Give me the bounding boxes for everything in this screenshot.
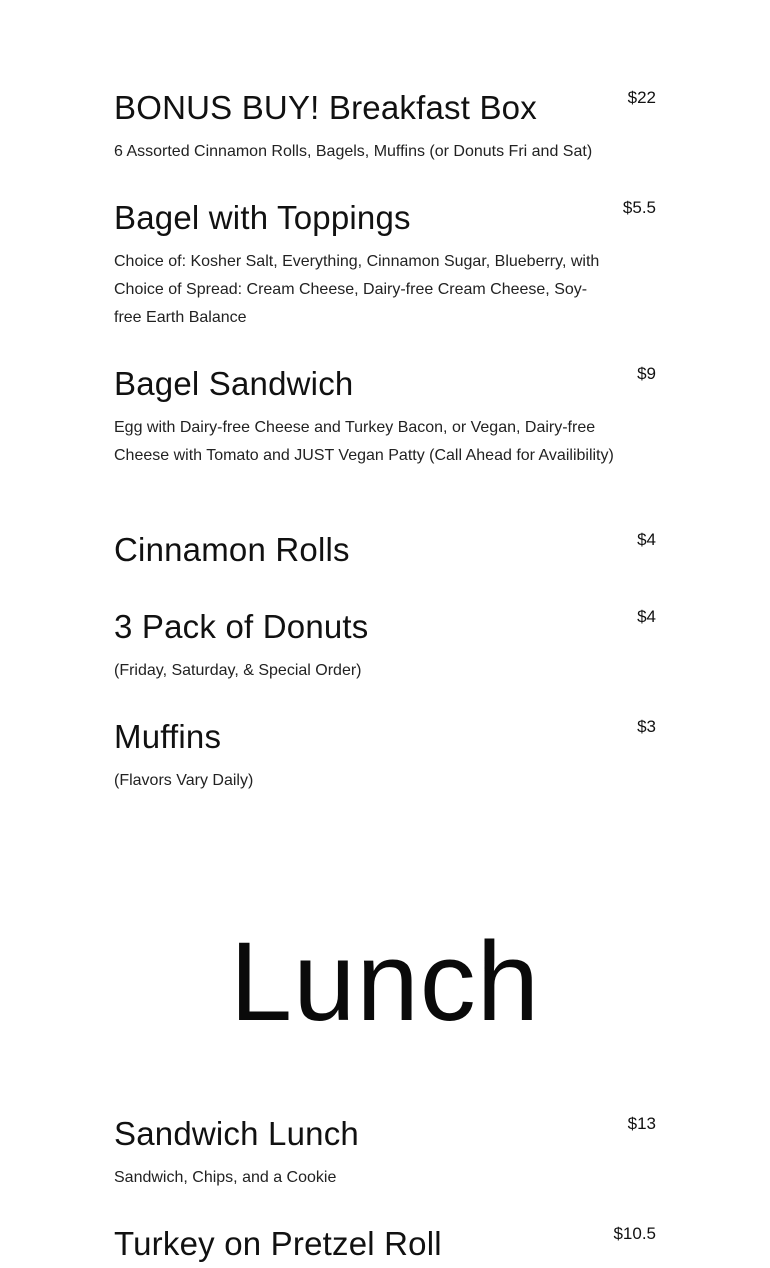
- item-description: Choice of: Kosher Salt, Everything, Cinnamon Sugar, Blueberry, with Choice of Spread: Cream Cheese, Dairy-free Cream Cheese, Soy-free Earth Balance: [114, 253, 600, 326]
- item-name: 3 Pack of Donuts: [114, 608, 369, 645]
- item-description: Sandwich, Chips, and a Cookie: [114, 1169, 337, 1186]
- item-price: $4: [637, 607, 656, 626]
- item-price: $13: [627, 1114, 656, 1133]
- item-name: Cinnamon Rolls: [114, 531, 350, 568]
- item-price: $3: [637, 717, 656, 736]
- item-description: 6 Assorted Cinnamon Rolls, Bagels, Muffins (or Donuts Fri and Sat): [114, 143, 593, 160]
- item-description: (Friday, Saturday, & Special Order): [114, 662, 362, 679]
- item-price: $22: [627, 88, 656, 107]
- item-name: Bagel Sandwich: [114, 365, 354, 402]
- item-price: $10.5: [613, 1224, 656, 1243]
- item-description: Egg with Dairy-free Cheese and Turkey Bacon, or Vegan, Dairy-free Cheese with Tomato and JUST Vegan Patty (Call Ahead for Availibility): [114, 419, 614, 464]
- item-name: Muffins: [114, 718, 222, 755]
- item-price: $4: [637, 530, 656, 549]
- item-name: BONUS BUY! Breakfast Box: [114, 89, 537, 126]
- item-name: Sandwich Lunch: [114, 1115, 359, 1152]
- item-price: $5.5: [622, 198, 656, 217]
- item-price: $9: [637, 364, 656, 383]
- item-name: Bagel with Toppings: [114, 199, 411, 236]
- section-heading-lunch: Lunch: [229, 919, 541, 1044]
- item-name: Turkey on Pretzel Roll: [114, 1225, 442, 1262]
- item-description: (Flavors Vary Daily): [114, 772, 254, 789]
